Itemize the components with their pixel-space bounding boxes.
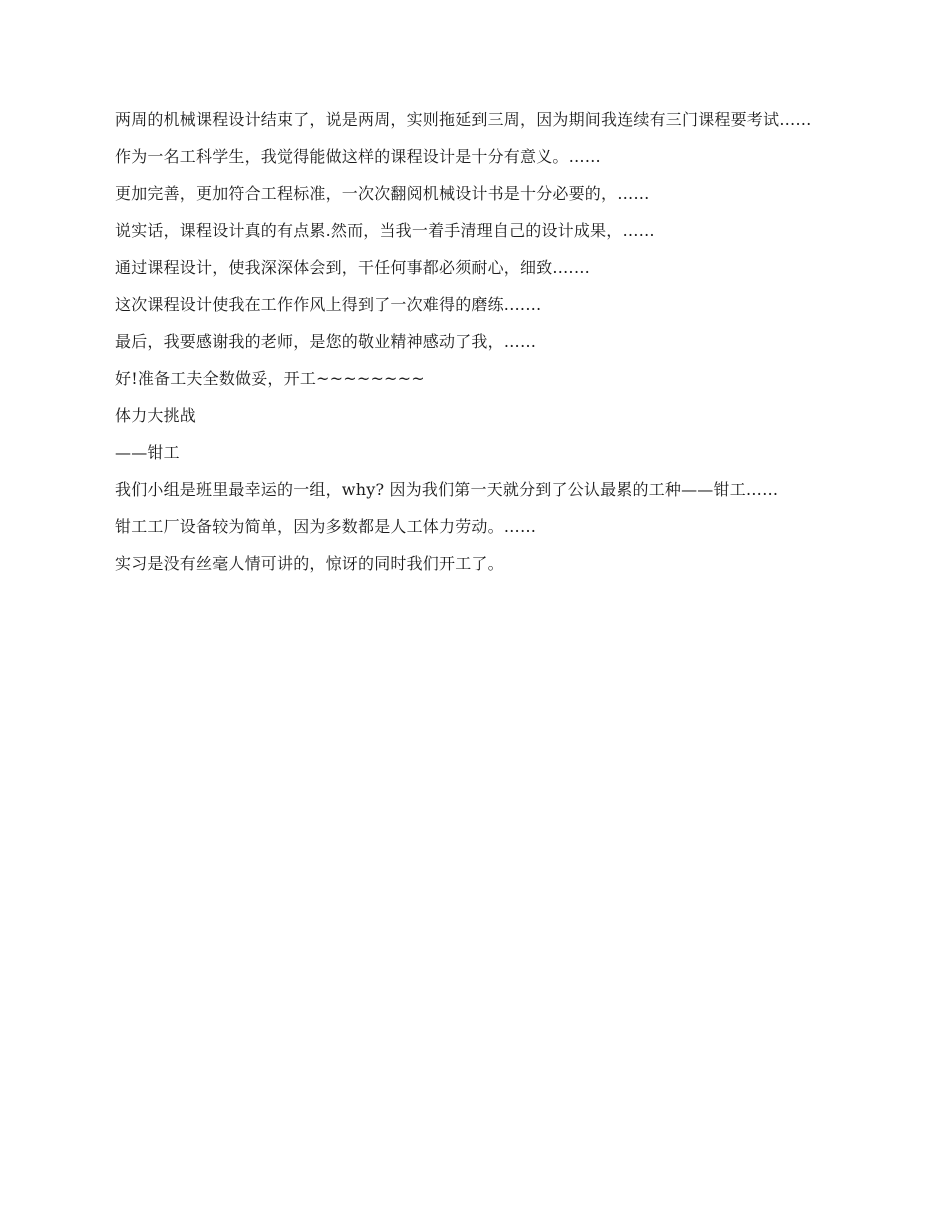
section-subheading: ——钳工 [115,443,180,462]
paragraph: 更加完善，更加符合工程标准，一次次翻阅机械设计书是十分必要的，…… [115,184,650,203]
paragraph: 这次课程设计使我在工作作风上得到了一次难得的磨练.…… [115,295,542,314]
paragraph: 实习是没有丝毫人情可讲的，惊讶的同时我们开工了。 [115,554,504,573]
paragraph: 最后，我要感谢我的老师，是您的敬业精神感动了我，…… [115,332,537,351]
paragraph: 钳工工厂设备较为简单，因为多数都是人工体力劳动。…… [115,517,537,536]
paragraph: 作为一名工科学生，我觉得能做这样的课程设计是十分有意义。…… [115,147,602,166]
section-heading: 体力大挑战 [115,406,197,425]
paragraph: 我们小组是班里最幸运的一组，why? 因为我们第一天就分到了公认最累的工种——钳工…… [115,480,779,499]
document-body [115,108,845,589]
paragraph: 通过课程设计，使我深深体会到，干任何事都必须耐心，细致.…… [115,258,591,277]
paragraph: 好!准备工夫全数做妥，开工~~~~~~~~ [115,369,425,388]
paragraph: 说实话，课程设计真的有点累.然而，当我一着手清理自己的设计成果，…… [115,221,655,240]
paragraph: 两周的机械课程设计结束了，说是两周，实则拖延到三周，因为期间我连续有三门课程要考试…… [115,110,812,129]
